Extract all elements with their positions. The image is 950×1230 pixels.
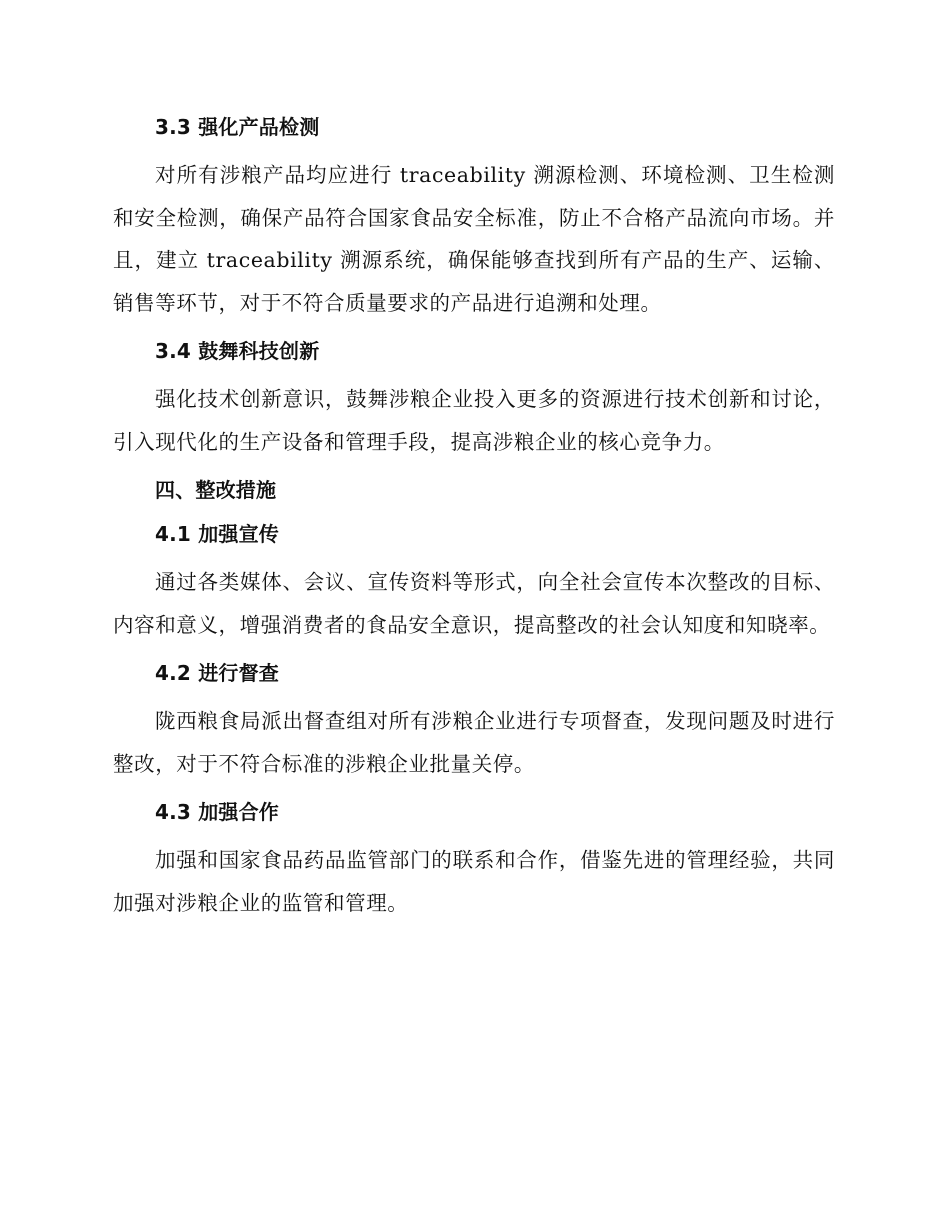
section-paragraph-3-4: 强化技术创新意识，鼓舞涉粮企业投入更多的资源进行技术创新和讨论，引入现代化的生产设备和管理手段，提高涉粮企业的核心竞争力。 bbox=[113, 387, 835, 454]
section-paragraph-3-3: 对所有涉粮产品均应进行 traceability 溯源检测、环境检测、卫生检测和安全检测，确保产品符合国家食品安全标准，防止不合格产品流向市场。并且，建立 traceability 溯源系统，确保能够查找到所有产品的生产、运输、销售等环节，对于不符合质量要求的产品进行追溯和处理。 bbox=[113, 163, 835, 315]
section-paragraph-4-2: 陇西粮食局派出督查组对所有涉粮企业进行专项督查，发现问题及时进行整改，对于不符合标准的涉粮企业批量关停。 bbox=[113, 709, 835, 776]
section-heading-3-3: 3.3 强化产品检测 bbox=[155, 115, 320, 139]
section-heading-4-1: 4.1 加强宣传 bbox=[155, 522, 279, 546]
document-body bbox=[113, 110, 835, 924]
section-heading-4-2: 4.2 进行督查 bbox=[155, 661, 279, 685]
section-paragraph-4-3: 加强和国家食品药品监管部门的联系和合作，借鉴先进的管理经验，共同加强对涉粮企业的监管和管理。 bbox=[113, 848, 835, 915]
chapter-heading-4: 四、整改措施 bbox=[155, 478, 277, 502]
section-heading-3-4: 3.4 鼓舞科技创新 bbox=[155, 339, 320, 363]
section-heading-4-3: 4.3 加强合作 bbox=[155, 800, 279, 824]
section-paragraph-4-1: 通过各类媒体、会议、宣传资料等形式，向全社会宣传本次整改的目标、内容和意义，增强消费者的食品安全意识，提高整改的社会认知度和知晓率。 bbox=[113, 570, 835, 637]
